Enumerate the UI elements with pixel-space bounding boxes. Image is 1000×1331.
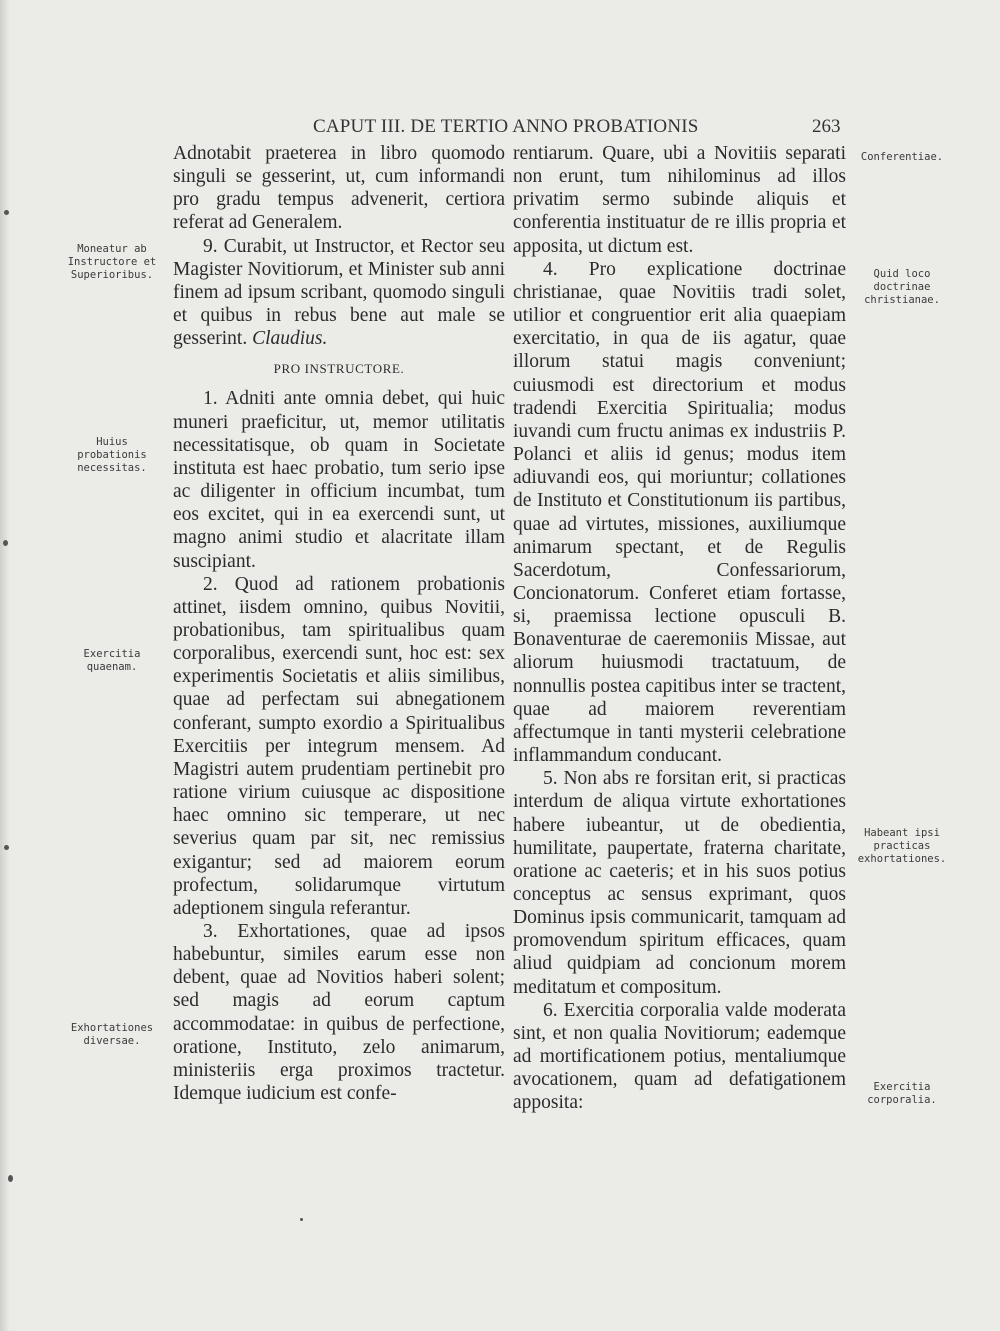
paragraph	[173, 235, 505, 351]
paper-speck	[4, 210, 9, 215]
paper-speck	[8, 1175, 13, 1182]
author-attribution: Claudius.	[252, 328, 328, 350]
left-text-column	[173, 142, 505, 1105]
section-heading: PRO INSTRUCTORE.	[273, 361, 405, 377]
right-text-column	[513, 142, 846, 1115]
paragraph-text: 9. Curabit, ut Instructor, et Rector seu Magister Novitiorum, et Minister sub anni finem ad ipsum scribant, quomodo singuli et quibus in rebus bene aut male se gesserint.	[173, 235, 505, 350]
paper-speck	[300, 1218, 303, 1221]
margin-note-right: Habeant ipsi practicas exhortationes.	[857, 827, 947, 865]
margin-note-right: Exercitia corporalia.	[867, 1081, 937, 1106]
paragraph: 5. Non abs re forsitan erit, si practicas interdum de aliqua virtute exhortationes habere iubeantur, ut de obedientia, humilitate, paupertate, fraterna charitate, oratione ac caeteris; et in his suos potius conceptus ac sensus exprimant, quos Dominus ipsis communicarit, tamquam ad promovendum spiritum efficaces, quam aliud quidpiam ad concionum morem meditatum et compositum.	[513, 768, 846, 998]
margin-note-left: Exercitia quaenam.	[83, 648, 141, 673]
paragraph: rentiarum. Quare, ubi a Novitiis separati non erunt, tum nihilominus ad illos privatim sermo subinde aliquis et conferentia instituatur de re illis propria et apposita, ut dictum est.	[513, 143, 846, 257]
page-binding-edge	[0, 0, 10, 1331]
page-number: 263	[812, 116, 841, 137]
paragraph: 6. Exercitia corporalia valde moderata sint, et non qualia Novitiorum; eademque ad mortificationem potius, mentaliumque avocationem, quam ad defatigationem apposita:	[513, 999, 846, 1114]
margin-note-left: Moneatur ab Instructore et Superioribus.	[67, 243, 157, 281]
chapter-title: CAPUT III. DE TERTIO ANNO PROBATIONIS	[313, 116, 699, 137]
margin-note-right: Conferentiae.	[860, 151, 944, 163]
running-header	[0, 116, 1000, 140]
paragraph: 4. Pro explicatione doctrinae christianae, quae Novitiis tradi solet, utilior et congruentior erit alia quaepiam exercitatio, in qua de iis agatur, quae illorum statui magis conveniunt; cuiusmodi est directorium et modus tradendi Exercitia Spiritualia; modus iuvandi cum fructu animas ex industriis P. Polanci et aliis id genus; modus item adiuvandi eos, qui moriuntur; collationes de Instituto et Constitutionum iis partibus, quae ad virtutes, missiones, auxiliumque animarum spectant, et de Regulis Sacerdotum, Confessariorum, Concionatorum. Conferet etiam fortasse, si, praemissa lectione opusculi B. Bonaventurae de caeremoniis Missae, aut aliorum huiusmodi tractatuum, de nonnullis postea capitibus inter se tractent, quae ad maiorem reverentiam affectumque in tanti mysterii celebratione inflammandum conducant.	[513, 258, 846, 767]
margin-note-right: Quid loco doctrinae christianae.	[864, 268, 940, 306]
paper-speck	[4, 845, 9, 850]
paragraph: 3. Exhortationes, quae ad ipsos habebuntur, similes earum esse non debent, quae ad Novitios haberi solent; sed magis ad eorum captum accommodatae: in quibus de perfectione, oratione, Instituto, zelo animarum, ministeriis erga proximos tractetur. Idemque iudicium est confe-	[173, 921, 505, 1105]
paragraph: Adnotabit praeterea in libro quomodo singuli se gesserint, ut, cum informandi pro gradu tempus advenerit, certiora referat ad Generalem.	[173, 143, 505, 234]
paragraph: 2. Quod ad rationem probationis attinet, iisdem omnino, quibus Novitii, probationibus, tam spiritualibus quam corporalibus, exercendi sunt, hoc est: sex experimentis Societatis et aliis similibus, quae ad perfectam sui abnegationem conferant, sumpto exordio a Spiritualibus Exercitiis per integrum mensem. Ad Magistri autem prudentiam pertinebit pro ratione virium cuiusque ac dispositione haec omnino sic temperare, ut nec severius quam par sit, nec remissius exigantur; sed ad maiorem eorum profectum, solidarumque virtutum adeptionem singula referantur.	[173, 573, 505, 919]
paragraph: 1. Adniti ante omnia debet, qui huic muneri praeficitur, ut, memor utilitatis necessitatisque, ob quam in Societate instituta est haec probatio, tum serio ipse ac diligenter in officium incumbat, tum eos excitet, qui in ea exercendi sunt, ut magno animi studio et alacritate illam suscipiant.	[173, 388, 505, 572]
margin-note-left: Exhortationes diversae.	[70, 1022, 154, 1047]
margin-note-left: Huius probationis necessitas.	[77, 436, 147, 474]
paper-speck	[3, 540, 8, 546]
